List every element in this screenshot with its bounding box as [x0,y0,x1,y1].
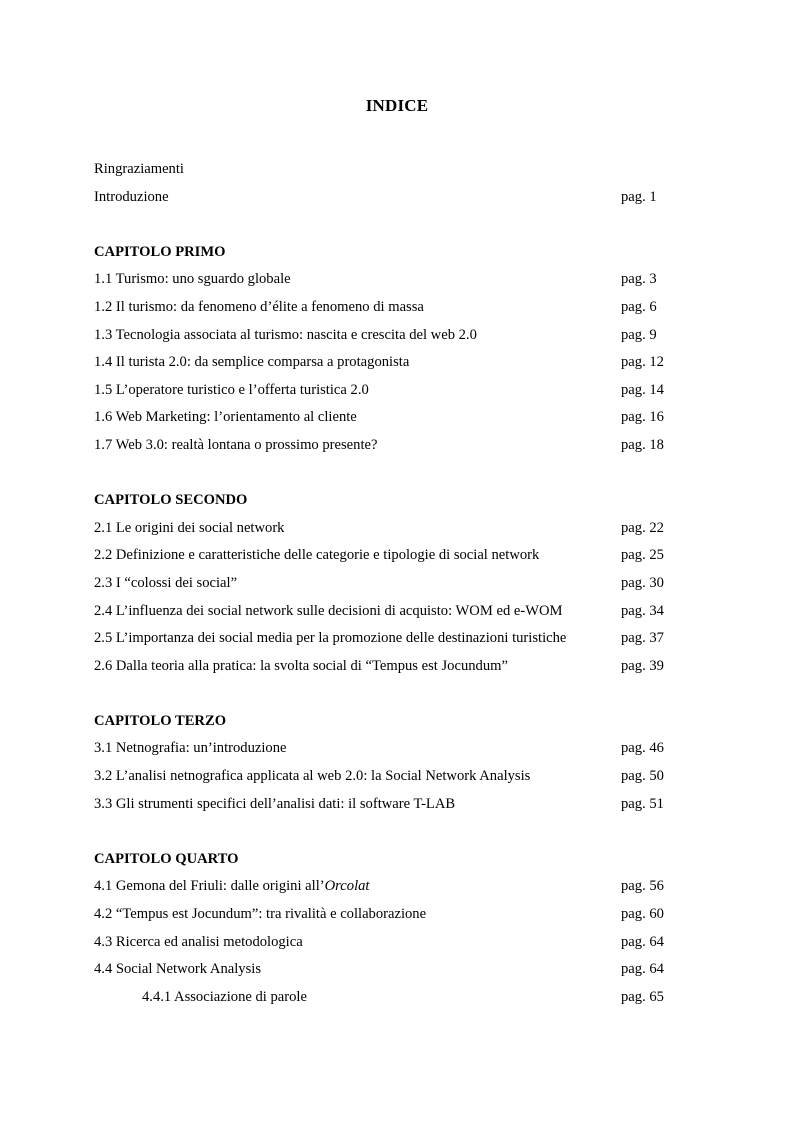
toc-entry-text: 1.5 L’operatore turistico e l’offerta turistica 2.0 [94,381,369,398]
toc-entry-text: 2.2 Definizione e caratteristiche delle categorie e tipologie di social network [94,547,540,564]
toc-entry-page: pag. 34 [621,602,664,619]
chapter-heading: CAPITOLO SECONDO [94,492,248,509]
toc-entry-ringraziamenti[interactable] [94,156,714,184]
toc-entry[interactable] [94,404,714,432]
toc-entry[interactable] [94,735,714,763]
toc-entry-page: pag. 1 [621,188,657,205]
toc-entry-page: pag. 6 [621,298,657,315]
toc-entry-page: pag. 65 [621,988,664,1005]
chapter-heading: CAPITOLO QUARTO [94,850,239,867]
toc-entry-text: 1.1 Turismo: uno sguardo globale [94,271,291,288]
toc-entry-page: pag. 39 [621,657,664,674]
toc-entry[interactable] [94,956,714,984]
toc-entry-text: 2.5 L’importanza dei social media per la promozione delle destinazioni turistiche [94,630,567,647]
toc-entry-text: Ringraziamenti [94,161,184,177]
toc-entry-text: 2.3 I “colossi dei social” [94,574,238,591]
toc-entry-page: pag. 18 [621,436,664,453]
toc-entry-page: pag. 51 [621,795,664,812]
toc-entry-page: pag. 25 [621,547,664,564]
toc-entry[interactable] [94,349,714,377]
toc-entry[interactable] [94,322,714,350]
toc-entry[interactable] [94,653,714,681]
toc-entry-page: pag. 56 [621,878,664,895]
toc-entry-page: pag. 46 [621,740,664,757]
toc-entry-text-italic: Orcolat [324,878,370,895]
toc-entry-text: Introduzione [94,188,169,205]
toc-entry-text: 3.1 Netnografia: un’introduzione [94,740,287,757]
toc-entry[interactable] [94,377,714,405]
toc-entry-page: pag. 3 [621,271,657,288]
toc-entry-page: pag. 16 [621,409,664,426]
toc-entry[interactable] [94,570,714,598]
chapter-heading: CAPITOLO TERZO [94,712,227,729]
toc-entry-page: pag. 50 [621,768,664,785]
toc-entry-page: pag. 12 [621,354,664,371]
toc-entry[interactable] [94,873,714,901]
toc-entry-page: pag. 64 [621,961,664,978]
toc-entry-text: 4.2 “Tempus est Jocundum”: tra rivalità e collaborazione [94,906,427,923]
toc-entry[interactable] [94,294,714,322]
toc-entry[interactable] [94,515,714,543]
toc-entry-text: 1.2 Il turismo: da fenomeno d’élite a fenomeno di massa [94,298,424,315]
toc-entry[interactable] [94,929,714,957]
toc-entry[interactable] [94,901,714,929]
toc-entry-page: pag. 60 [621,906,664,923]
toc-entry-text: 4.4 Social Network Analysis [94,961,262,978]
page-title: INDICE [365,96,429,115]
toc-entry[interactable] [94,432,714,460]
toc-entry-page: pag. 14 [621,381,664,398]
toc-entry-text: 1.3 Tecnologia associata al turismo: nascita e crescita del web 2.0 [94,326,477,343]
toc-entry-text: 2.6 Dalla teoria alla pratica: la svolta social di “Tempus est Jocundum” [94,657,508,674]
toc-entry-text: 1.4 Il turista 2.0: da semplice comparsa a protagonista [94,354,410,371]
toc-entry-page: pag. 30 [621,574,664,591]
chapter-heading: CAPITOLO PRIMO [94,243,226,260]
toc-subentry[interactable] [94,984,714,1012]
toc-entry[interactable] [94,266,714,294]
table-of-contents [94,156,714,1011]
toc-entry-text: 2.4 L’influenza dei social network sulle decisioni di acquisto: WOM ed e-WOM [94,602,563,619]
toc-entry[interactable] [94,625,714,653]
toc-entry-text: 3.2 L’analisi netnografica applicata al web 2.0: la Social Network Analysis [94,768,531,785]
toc-entry-page: pag. 37 [621,630,664,647]
toc-entry-text: 4.4.1 Associazione di parole [142,988,307,1005]
toc-entry-text: 4.3 Ricerca ed analisi metodologica [94,933,303,950]
toc-entry-page: pag. 9 [621,326,657,343]
toc-entry-text-prefix: 4.1 Gemona del Friuli: dalle origini all’ [94,878,325,895]
toc-entry-text: 1.6 Web Marketing: l’orientamento al cliente [94,409,357,426]
toc-entry-text: 1.7 Web 3.0: realtà lontana o prossimo presente? [94,436,378,453]
toc-entry[interactable] [94,763,714,791]
toc-entry-text: 2.1 Le origini dei social network [94,519,285,536]
toc-entry-page: pag. 22 [621,519,664,536]
toc-entry-page: pag. 64 [621,933,664,950]
toc-entry[interactable] [94,791,714,819]
toc-entry-introduzione[interactable] [94,184,714,212]
toc-entry-text: 3.3 Gli strumenti specifici dell’analisi dati: il software T-LAB [94,795,456,812]
toc-entry[interactable] [94,542,714,570]
toc-entry-text [94,873,369,901]
toc-entry[interactable] [94,598,714,626]
